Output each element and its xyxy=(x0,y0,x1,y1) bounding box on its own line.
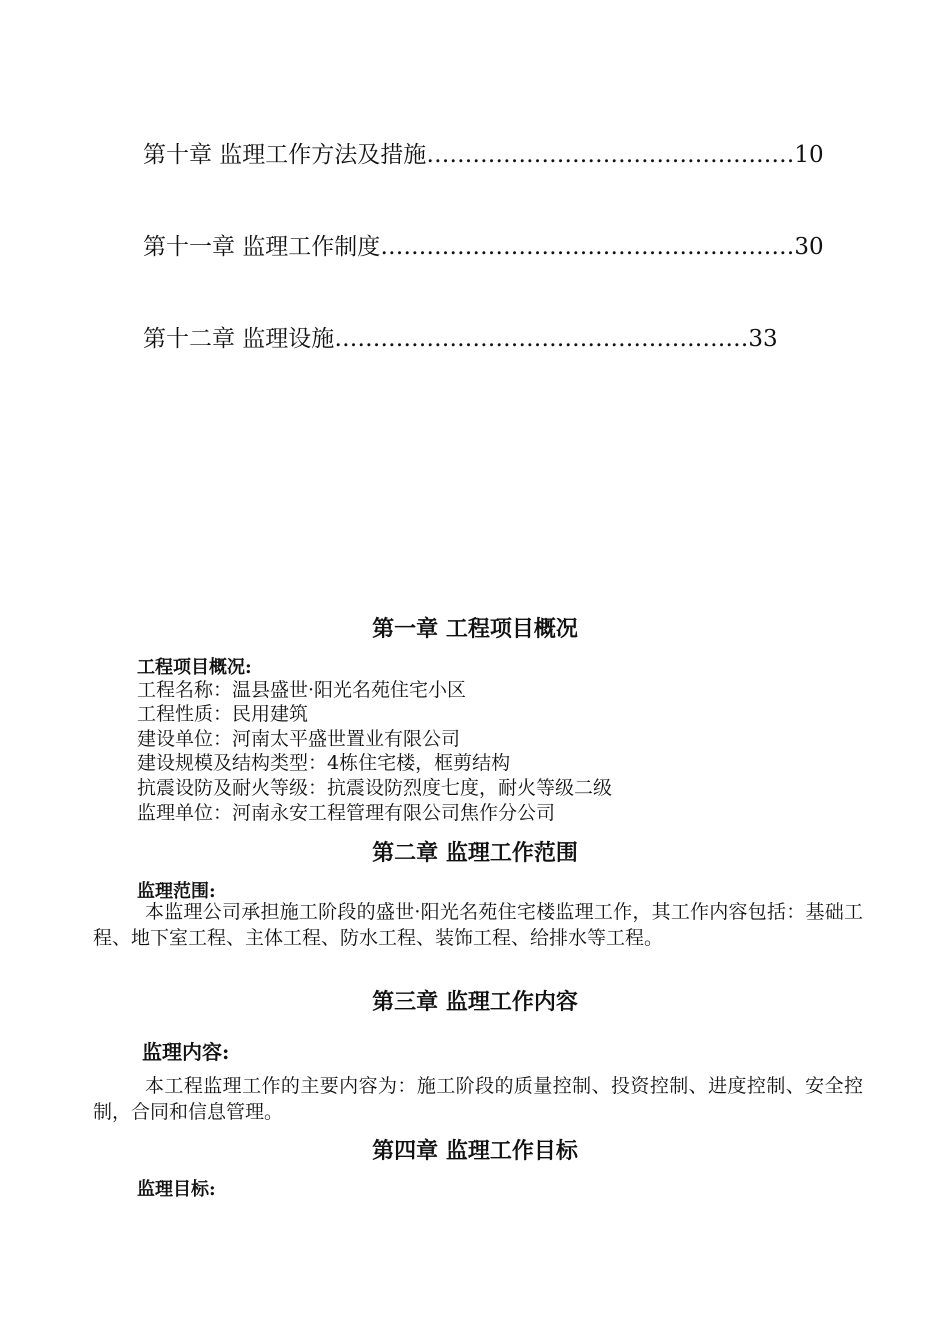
project-overview-label: 工程项目概况: xyxy=(137,657,252,678)
content-paragraph: 本工程监理工作的主要内容为：施工阶段的质量控制、投资控制、进度控制、安全控制，合同和信息管理。 xyxy=(93,1075,863,1123)
scope-label: 监理范围: xyxy=(137,881,216,902)
toc-page-number: 33 xyxy=(748,326,778,352)
project-name-line: 工程名称：温县盛世·阳光名苑住宅小区 xyxy=(137,679,467,701)
toc-leader-dots: ……………………………………………… xyxy=(334,326,749,352)
chapter-1-heading: 第一章 工程项目概况 xyxy=(372,616,578,642)
supervisor-line: 监理单位：河南永安工程管理有限公司焦作分公司 xyxy=(137,802,556,824)
project-nature-line: 工程性质：民用建筑 xyxy=(137,703,309,725)
seismic-fire-line: 抗震设防及耐火等级：抗震设防烈度七度，耐火等级二级 xyxy=(137,777,613,799)
toc-entry-chapter-11[interactable] xyxy=(143,228,824,261)
content-label: 监理内容: xyxy=(142,1040,230,1064)
toc-entry-chapter-12[interactable] xyxy=(143,320,778,353)
toc-entry-chapter-10[interactable] xyxy=(143,136,824,169)
client-line: 建设单位：河南太平盛世置业有限公司 xyxy=(137,728,461,750)
chapter-3-heading: 第三章 监理工作内容 xyxy=(372,989,578,1015)
scope-paragraph: 本监理公司承担施工阶段的盛世·阳光名苑住宅楼监理工作，其工作内容包括：基础工程、地下室工程、主体工程、防水工程、装饰工程、给排水等工程。 xyxy=(93,901,863,949)
goal-label: 监理目标: xyxy=(137,1179,216,1200)
chapter-4-heading: 第四章 监理工作目标 xyxy=(372,1138,578,1164)
toc-leader-dots: ……………………………………………… xyxy=(380,234,795,260)
toc-page-number: 10 xyxy=(794,142,824,168)
scale-structure-line: 建设规模及结构类型：4栋住宅楼，框剪结构 xyxy=(137,752,511,774)
toc-title: 第十一章 监理工作制度 xyxy=(143,234,381,260)
chapter-2-heading: 第二章 监理工作范围 xyxy=(372,840,578,866)
toc-title: 第十二章 监理设施 xyxy=(143,326,335,352)
toc-page-number: 30 xyxy=(794,234,824,260)
toc-leader-dots: ………………………………………… xyxy=(426,142,795,168)
toc-title: 第十章 监理工作方法及措施 xyxy=(143,142,427,168)
